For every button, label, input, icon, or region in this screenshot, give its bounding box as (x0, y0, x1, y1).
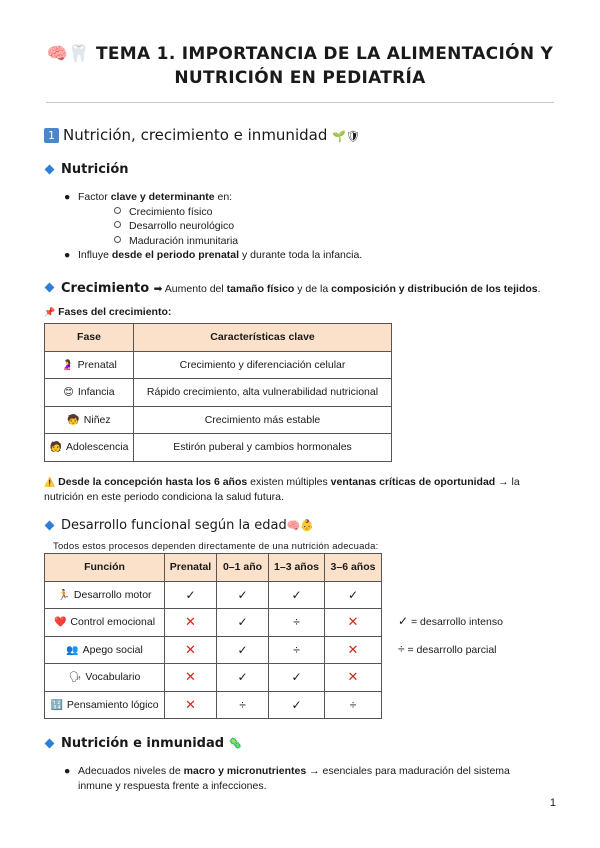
column-header: Prenatal (165, 554, 217, 582)
sub-list-item: Desarrollo neurológico (78, 219, 558, 234)
diamond-bullet-icon (45, 520, 55, 530)
heart-icon: ❤️ (53, 617, 67, 629)
section-heading-text: Nutrición, crecimiento e inmunidad (63, 126, 328, 144)
inmunidad-list (64, 764, 548, 794)
warning-icon: ⚠️ (44, 477, 56, 487)
section-heading (44, 126, 360, 144)
sub-list-item: Crecimiento físico (78, 205, 558, 220)
column-header: Características clave (134, 324, 392, 352)
teen-icon: 🧑 (49, 442, 62, 454)
diamond-bullet-icon (45, 738, 55, 748)
table-row: 🤰 Prenatal Crecimiento y diferenciación celular (45, 351, 392, 379)
fases-table (44, 323, 392, 462)
people-icon: 👥 (66, 644, 79, 656)
speaking-head-icon: 🗣 (68, 672, 82, 684)
section-number-badge: 1 (44, 128, 59, 143)
arrow-icon: ➡ (153, 283, 163, 295)
crecimiento-heading: Crecimiento ➡ Aumento del tamaño físico y de la composición y distribución de los tejidos. (44, 279, 541, 297)
pregnant-icon: 🤰 (61, 359, 74, 371)
table-row: 😊 Infancia Rápido crecimiento, alta vulnerabilidad nutricional (45, 379, 392, 407)
desarrollo-heading: Desarrollo funcional según la edad🧠👶 (44, 518, 314, 533)
table-row: 🧑 Adolescencia Estirón puberal y cambios hormonales (45, 434, 392, 462)
legend-partial: ÷ = desarrollo parcial (398, 642, 497, 656)
warning-note: ⚠️ Desde la concepción hasta los 6 años existen múltiples ventanas críticas de oportunidad → la nutrición en este periodo condiciona la salud futura. (44, 476, 520, 503)
list-item: ● Influye desde el periodo prenatal y durante toda la infancia. (64, 249, 363, 262)
runner-icon: 🏃 (57, 589, 70, 601)
title-divider (46, 102, 554, 103)
legend-intense: ✓ = desarrollo intenso (398, 614, 503, 628)
pin-icon: 📌 (44, 307, 56, 317)
column-header: 0–1 año (217, 554, 269, 582)
child-icon: 🧒 (67, 414, 80, 426)
numbers-icon: 🔢 (50, 699, 63, 711)
inmunidad-heading: Nutrición e inmunidad 🦠 (44, 736, 242, 751)
column-header: Fase (45, 324, 134, 352)
table-row: 🏃 Desarrollo motor ✓ ✓ ✓ ✓ (45, 581, 382, 609)
section-heading-icons: 🌱🛡 (332, 130, 360, 143)
title-line-2: NUTRICIÓN EN PEDIATRÍA (174, 68, 426, 88)
diamond-bullet-icon (45, 164, 55, 174)
brain-baby-icons: 🧠👶 (286, 519, 315, 532)
title-line-1: TEMA 1. IMPORTANCIA DE LA ALIMENTACIÓN Y (95, 44, 554, 64)
table-header-row (45, 554, 382, 582)
nutricion-heading-text: Nutrición (61, 162, 129, 177)
list-item: ● Factor clave y determinante en: (64, 191, 233, 203)
page-title (40, 42, 560, 90)
microbe-icon: 🦠 (228, 737, 243, 750)
diamond-bullet-icon (45, 282, 55, 292)
sub-list-item: Maduración inmunitaria (78, 234, 558, 249)
desarrollo-intro: Todos estos procesos dependen directamente de una nutrición adecuada: (53, 541, 379, 552)
page-number: 1 (549, 797, 556, 809)
table-header-row (45, 324, 392, 352)
table-row: 👥 Apego social ✕ ✓ ÷ ✕ (45, 636, 382, 664)
fases-label: 📌 Fases del crecimiento: (44, 306, 172, 318)
column-header: Función (45, 554, 165, 582)
nutricion-heading (44, 162, 129, 177)
desarrollo-table (44, 553, 382, 719)
smile-icon: 😊 (63, 387, 74, 399)
nutricion-list (64, 190, 558, 263)
title-icons: 🧠🦷 (46, 44, 90, 64)
column-header: 1–3 años (269, 554, 325, 582)
table-row: ❤️ Control emocional ✕ ✓ ÷ ✕ (45, 609, 382, 637)
table-row: 🔢 Pensamiento lógico ✕ ÷ ✓ ÷ (45, 691, 382, 719)
table-row: 🧒 Niñez Crecimiento más estable (45, 406, 392, 434)
column-header: 3–6 años (325, 554, 382, 582)
list-item: ● Adecuados niveles de macro y micronutrientes → esenciales para maduración del sistema inmune y respuesta frente a infecciones. (64, 765, 510, 792)
table-row: 🗣 Vocabulario ✕ ✓ ✓ ✕ (45, 664, 382, 692)
